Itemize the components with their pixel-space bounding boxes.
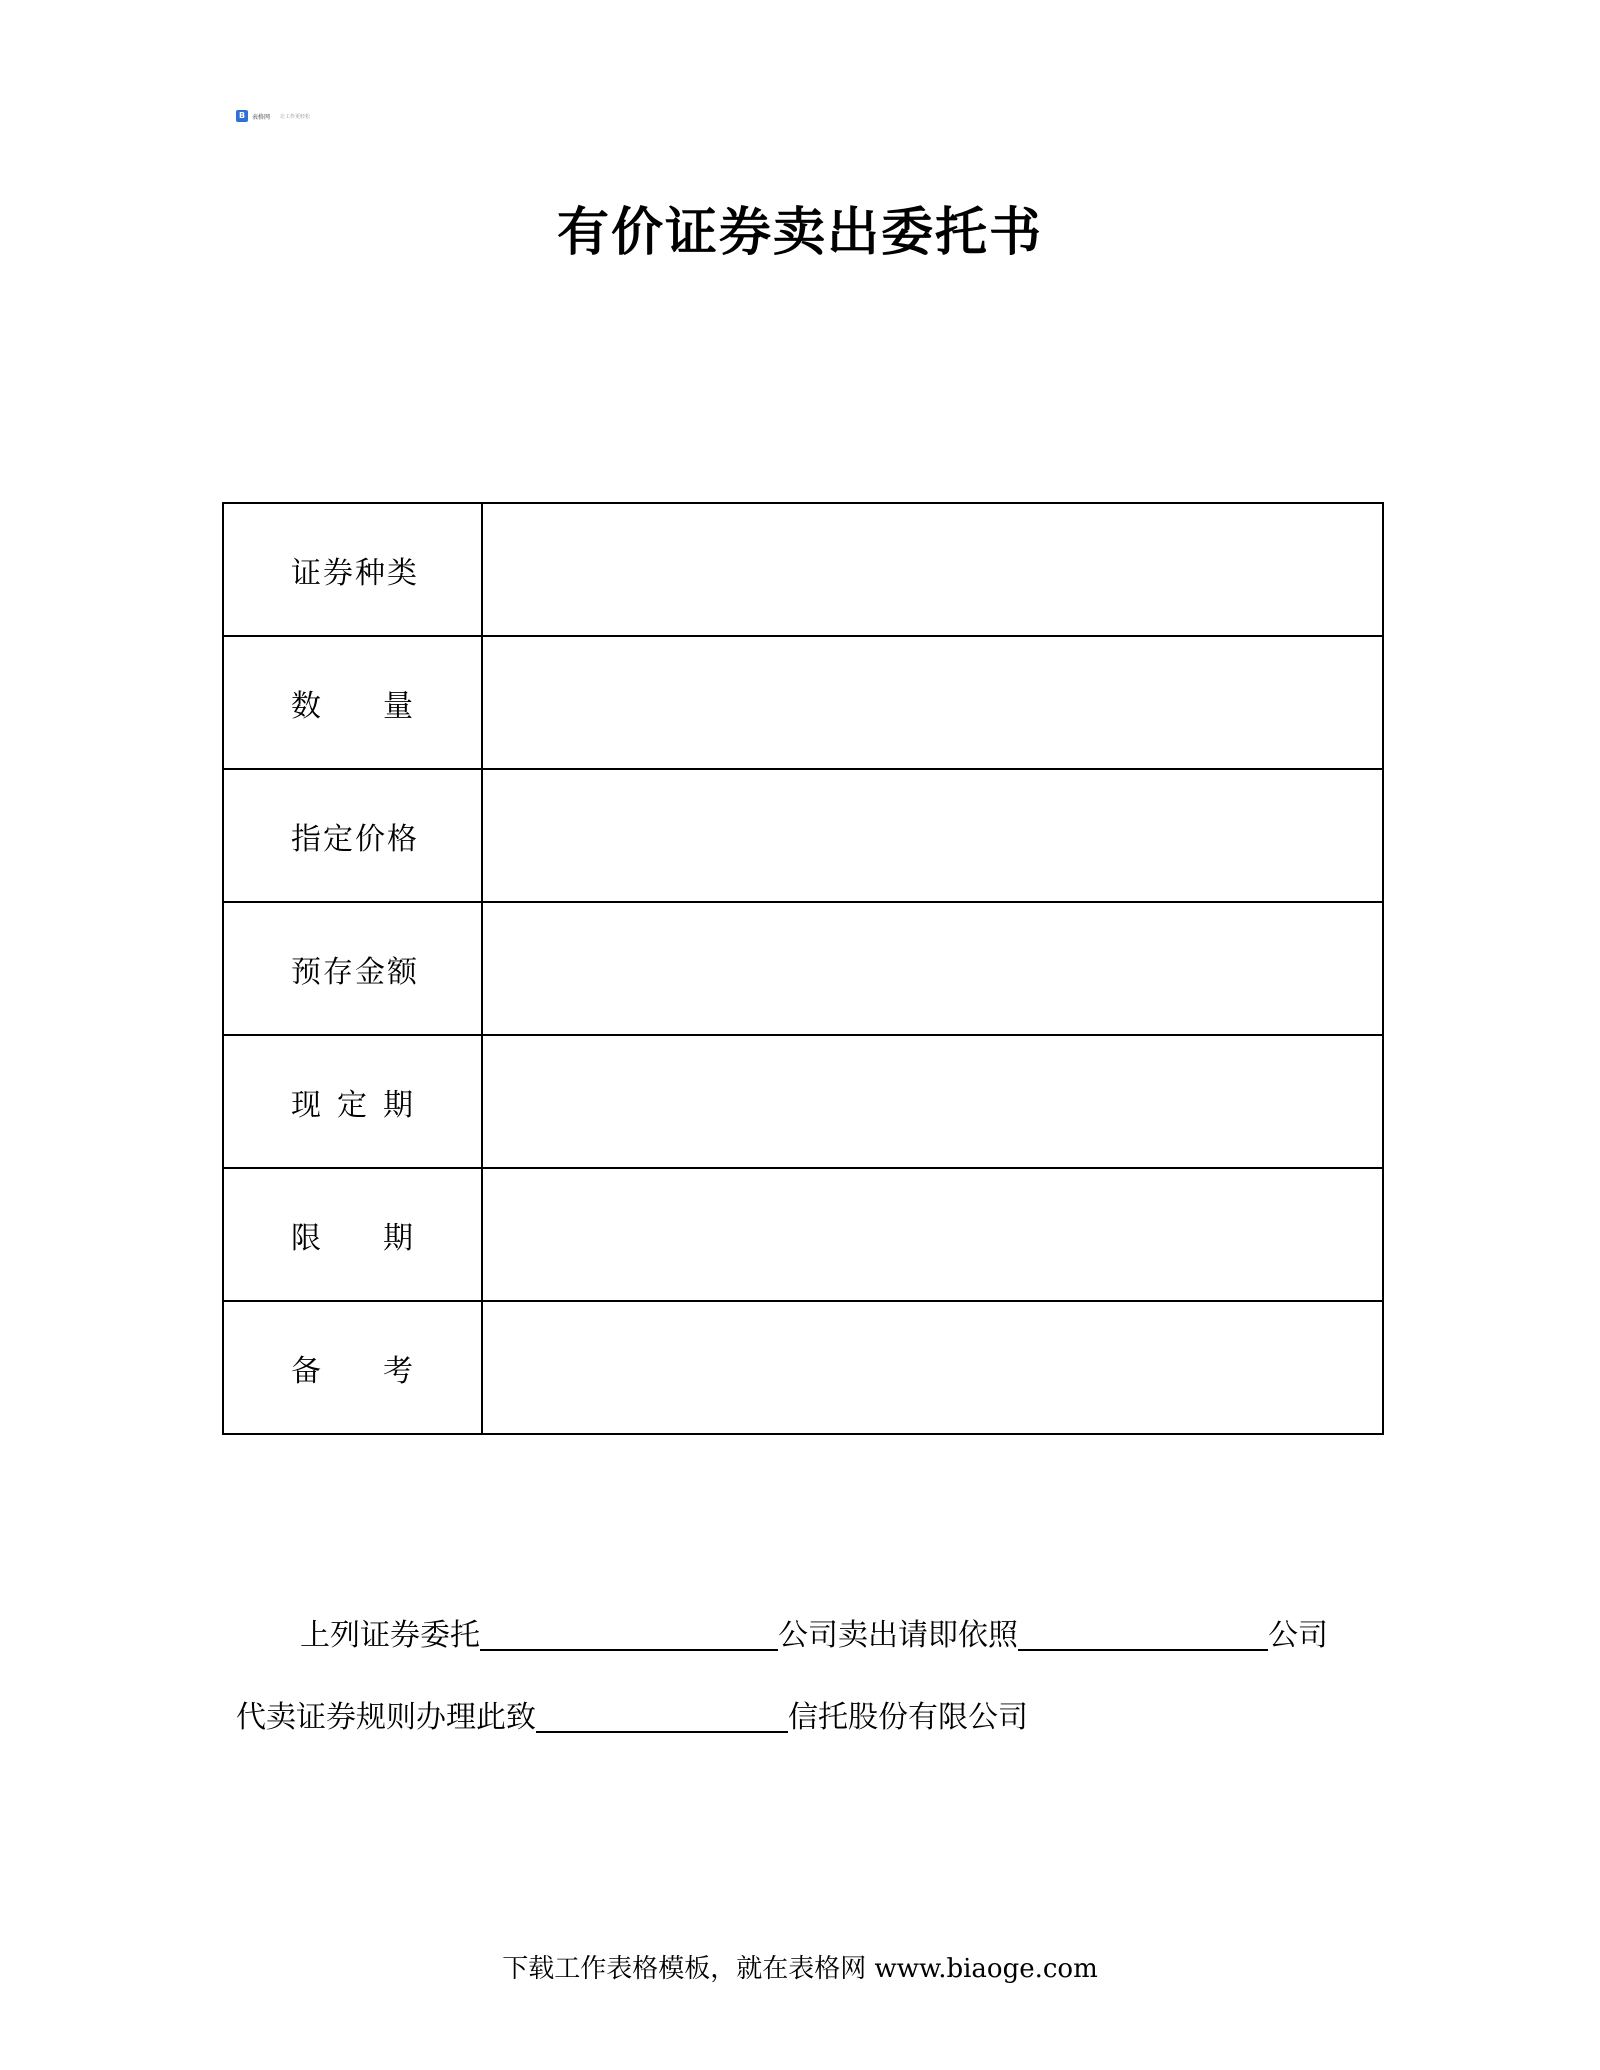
label-char: 量 — [383, 688, 413, 724]
statement-text: 公司卖出请即依照 — [778, 1618, 1018, 1653]
label-char: 现 — [291, 1087, 321, 1123]
label-char: 期 — [383, 1087, 413, 1123]
statement-text: 上列证券委托 — [300, 1618, 480, 1653]
value-cell-remarks[interactable] — [482, 1301, 1383, 1434]
row-label-cell — [223, 1035, 482, 1168]
table-row — [223, 636, 1383, 769]
blank-trust-company-field[interactable] — [536, 1701, 788, 1733]
label-char: 考 — [383, 1353, 413, 1389]
entrust-statement-line-1 — [300, 1610, 1328, 1654]
row-label — [291, 1346, 413, 1390]
label-char: 期 — [383, 1220, 413, 1256]
table-row — [223, 1301, 1383, 1434]
table-row — [223, 503, 1383, 636]
site-logo — [236, 109, 310, 123]
table-row — [223, 769, 1383, 902]
document-title: 有价证券卖出委托书 — [556, 203, 1043, 263]
statement-text: 代卖证券规则办理此致 — [236, 1700, 536, 1735]
row-label — [291, 681, 413, 725]
row-label-cell — [223, 902, 482, 1035]
value-cell-deposit-amount[interactable] — [482, 902, 1383, 1035]
page-footer: 下载工作表格模板，就在表格网 www.biaoge.com — [502, 1954, 1098, 1984]
entrust-statement-line-2 — [236, 1692, 1028, 1736]
row-label — [291, 1213, 413, 1257]
blank-company-field[interactable] — [1018, 1619, 1268, 1651]
row-label-cell — [223, 503, 482, 636]
logo-slogan: 让工作更轻松 — [280, 113, 311, 120]
row-label — [291, 1080, 413, 1124]
label-char: 限 — [291, 1220, 321, 1256]
value-cell-security-type[interactable] — [482, 503, 1383, 636]
blank-company-field[interactable] — [480, 1619, 778, 1651]
value-cell-time-limit[interactable] — [482, 1168, 1383, 1301]
row-label-cell — [223, 1301, 482, 1434]
logo-name: 表格网 — [252, 113, 271, 121]
row-label: 指定价格 — [291, 821, 419, 857]
row-label: 证券种类 — [291, 555, 419, 591]
row-label-cell — [223, 769, 482, 902]
label-char: 数 — [291, 688, 321, 724]
value-cell-designated-price[interactable] — [482, 769, 1383, 902]
table-row — [223, 1035, 1383, 1168]
logo-icon: B — [236, 110, 248, 122]
row-label: 预存金额 — [291, 954, 419, 990]
entrust-form-table — [222, 502, 1384, 1435]
table-row — [223, 1168, 1383, 1301]
label-char: 备 — [291, 1353, 321, 1389]
statement-text: 信托股份有限公司 — [788, 1700, 1028, 1735]
value-cell-current-period[interactable] — [482, 1035, 1383, 1168]
row-label-cell — [223, 1168, 482, 1301]
table-row — [223, 902, 1383, 1035]
row-label-cell — [223, 636, 482, 769]
value-cell-quantity[interactable] — [482, 636, 1383, 769]
statement-text: 公司 — [1268, 1618, 1328, 1653]
label-char: 定 — [337, 1087, 367, 1123]
